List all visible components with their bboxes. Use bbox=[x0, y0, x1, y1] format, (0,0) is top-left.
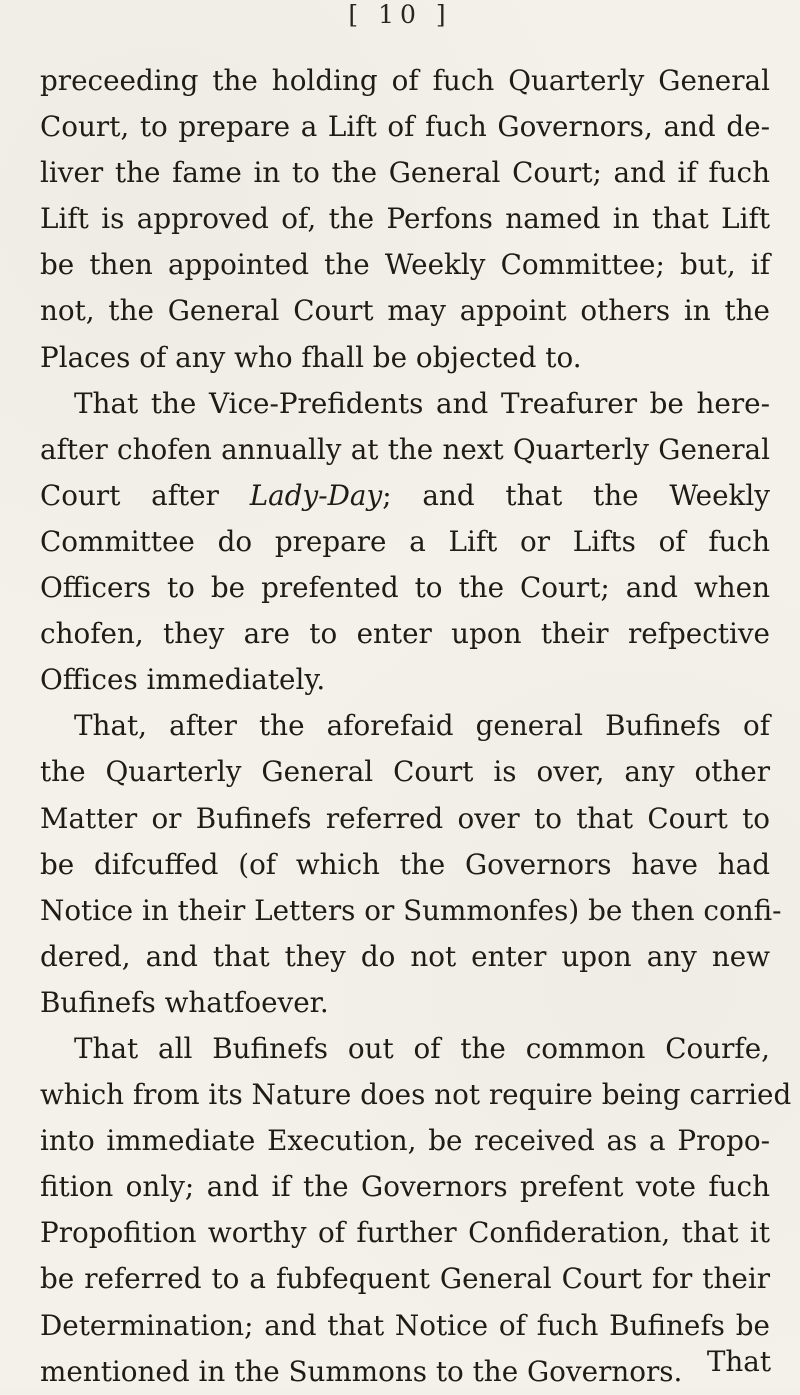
body-text bbox=[40, 58, 792, 1395]
text-line: Places of any who fhall be objected to. bbox=[40, 340, 582, 374]
text-segment: Court after bbox=[40, 478, 250, 512]
text-line: Lift is approved of, the Perfons named in that Lift bbox=[40, 202, 770, 236]
text-line: mentioned in the Summons to the Governors. bbox=[40, 1354, 683, 1388]
text-line: Committee do prepare a Lift or Lifts of fuch bbox=[40, 524, 770, 558]
text-line: be difcuffed (of which the Governors have had bbox=[40, 847, 770, 881]
text-segment: ; and that the Weekly bbox=[382, 478, 770, 512]
text-line: Offices immediately. bbox=[40, 663, 326, 697]
catchword: That bbox=[706, 1345, 771, 1378]
text-line: Matter or Bufinefs referred over to that Court to bbox=[40, 801, 770, 835]
text-line: be then appointed the Weekly Committee; but, if bbox=[40, 248, 770, 282]
text-line: fition only; and if the Governors prefent vote fuch bbox=[40, 1170, 770, 1204]
paragraph-start-line: That all Bufinefs out of the common Courfe, bbox=[74, 1031, 770, 1065]
italic-lady-day: Lady-Day bbox=[249, 478, 383, 512]
text-line: which from its Nature does not require being carried bbox=[40, 1078, 792, 1112]
paragraph-start-line: That, after the aforefaid general Bufinefs of bbox=[74, 709, 770, 743]
text-line: not, the General Court may appoint others in the bbox=[40, 294, 770, 328]
text-line: chofen, they are to enter upon their refpective bbox=[40, 617, 770, 651]
text-line: Officers to be prefented to the Court; and when bbox=[40, 571, 770, 605]
text-line: be referred to a fubfequent General Court for their bbox=[40, 1262, 770, 1296]
text-line: Court, to prepare a Lift of fuch Governors, and de- bbox=[40, 110, 770, 144]
text-line: Bufinefs whatfoever. bbox=[40, 985, 329, 1019]
paragraph-start-line: That the Vice-Prefidents and Treafurer be here- bbox=[74, 386, 770, 420]
text-line: dered, and that they do not enter upon any new bbox=[40, 939, 770, 973]
text-line-with-italic bbox=[40, 473, 770, 519]
text-line: liver the fame in to the General Court; and if fuch bbox=[40, 156, 770, 190]
text-line: Propofition worthy of further Confideration, that it bbox=[40, 1216, 770, 1250]
text-line: after chofen annually at the next Quarterly General bbox=[40, 432, 770, 466]
page-number: [ 10 ] bbox=[348, 0, 452, 29]
text-line: Notice in their Letters or Summonfes) be then confi- bbox=[40, 893, 782, 927]
text-line: into immediate Execution, be received as a Propo- bbox=[40, 1124, 770, 1158]
text-line: Determination; and that Notice of fuch Bufinefs be bbox=[40, 1308, 770, 1342]
text-line: preceeding the holding of fuch Quarterly General bbox=[40, 64, 770, 97]
text-line: the Quarterly General Court is over, any other bbox=[40, 755, 770, 789]
